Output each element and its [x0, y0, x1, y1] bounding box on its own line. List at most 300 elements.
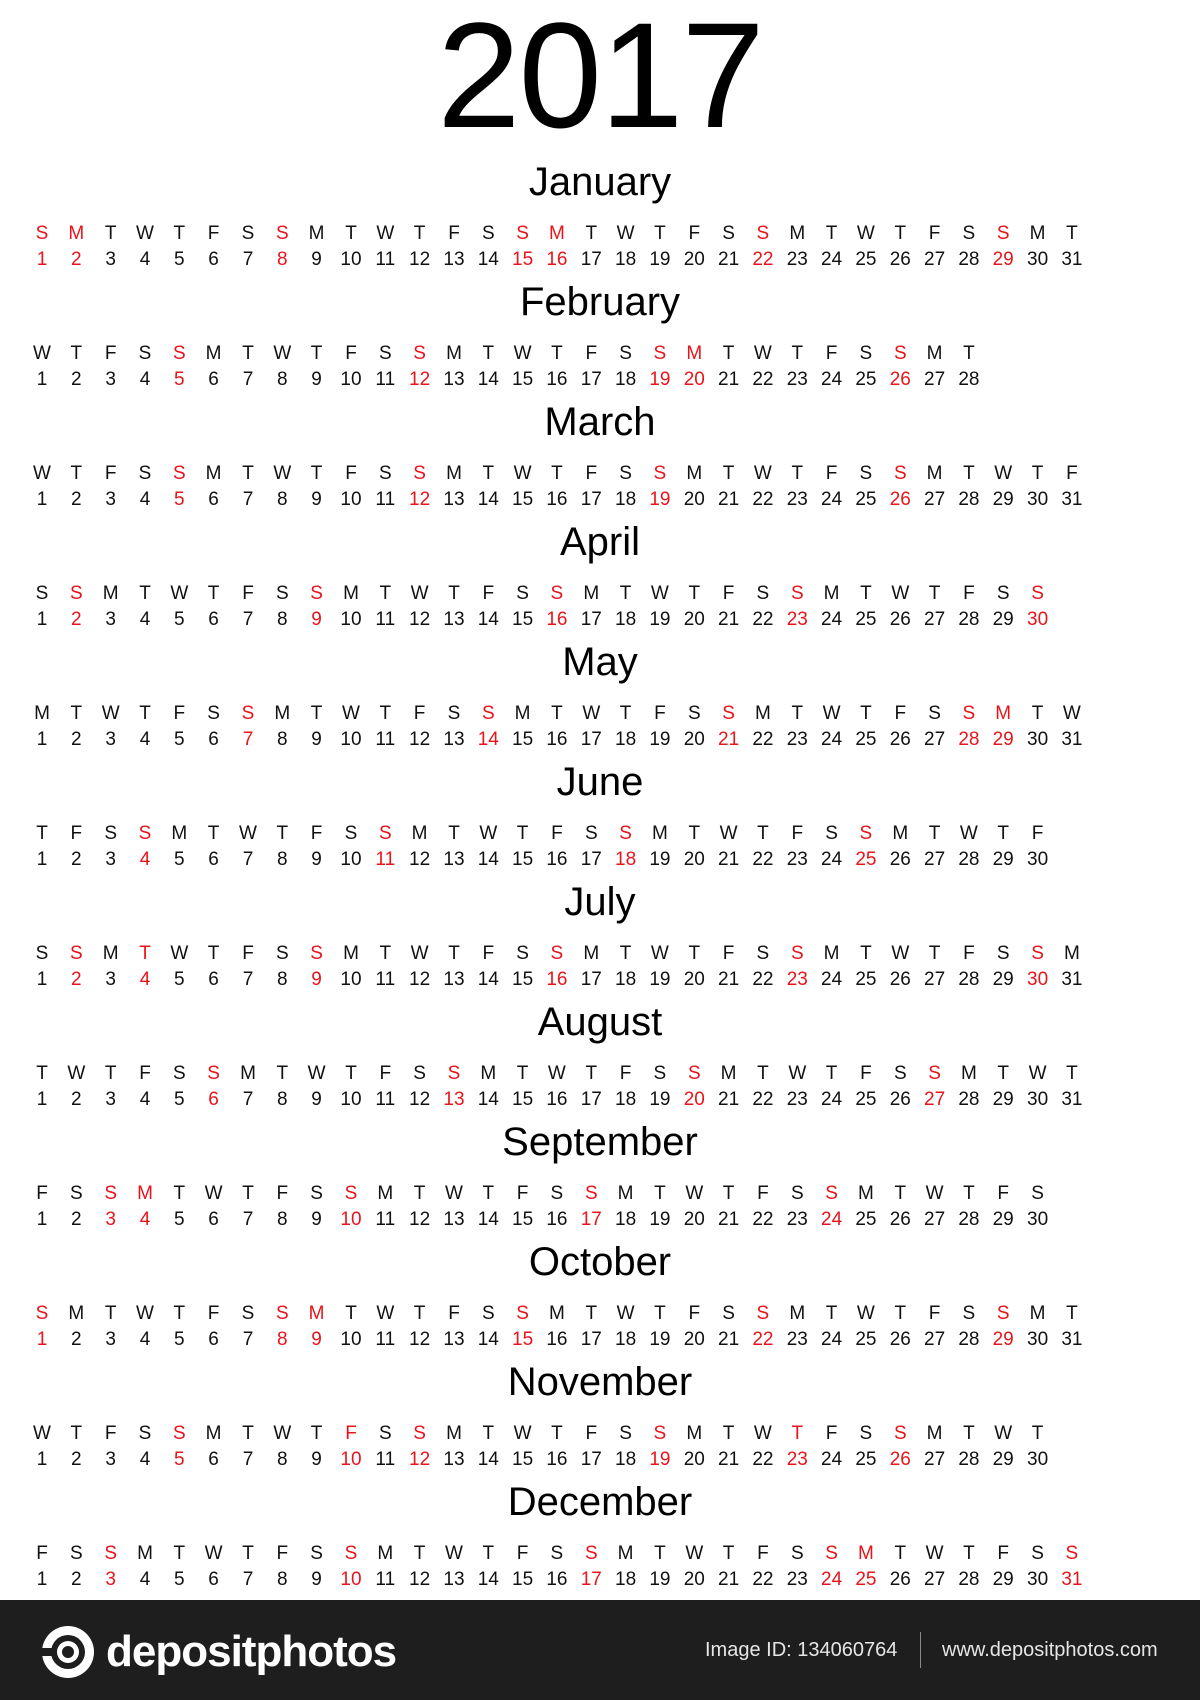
weekday-letter: T: [139, 703, 151, 724]
day-number: 31: [1061, 1329, 1083, 1350]
weekday-letter: T: [654, 1303, 666, 1324]
months-list: [0, 160, 1200, 1600]
weekday-letter: S: [241, 703, 255, 724]
day-number: 11: [375, 849, 396, 870]
day-number: 8: [277, 969, 288, 990]
weekday-letter: T: [619, 583, 632, 604]
day-number: 1: [36, 729, 48, 750]
day-number: 2: [71, 1569, 82, 1590]
weekday-letter: T: [482, 1543, 495, 1564]
day-number: 12: [409, 1209, 431, 1230]
weekday-letter: S: [241, 223, 255, 244]
day-number: 29: [992, 1209, 1014, 1230]
day-number: 28: [958, 1329, 980, 1350]
day-number: 9: [311, 1449, 322, 1470]
day-number: 23: [786, 1209, 808, 1230]
day-number: 8: [277, 1209, 288, 1230]
day-number: 28: [958, 1209, 980, 1230]
day-number: 4: [139, 1089, 151, 1110]
day-number: 26: [889, 729, 911, 750]
weekday-letter: T: [791, 343, 804, 364]
weekday-letter: W: [685, 1543, 704, 1564]
day-number: 10: [340, 489, 362, 510]
day-numbers-row: [0, 848, 1200, 874]
weekday-letter: M: [857, 1183, 874, 1204]
weekday-letter: T: [757, 1063, 769, 1084]
weekday-letter: T: [1031, 703, 1044, 724]
day-number: 2: [71, 249, 82, 270]
weekday-letter: T: [825, 223, 838, 244]
month-block-march: [0, 400, 1200, 520]
weekday-letter: T: [963, 1543, 975, 1564]
weekday-letter: S: [928, 1063, 941, 1084]
day-number: 26: [889, 1209, 911, 1230]
weekday-letter: T: [1031, 463, 1044, 484]
weekday-letter: W: [273, 463, 292, 484]
month-block-january: [0, 160, 1200, 280]
weekday-letter: F: [757, 1183, 769, 1204]
day-number: 29: [992, 969, 1014, 990]
day-number: 28: [958, 969, 980, 990]
day-number: 30: [1027, 1209, 1049, 1230]
day-number: 3: [105, 369, 116, 390]
weekday-letter: M: [308, 1303, 325, 1324]
day-number: 21: [718, 1329, 740, 1350]
weekday-letter: T: [1031, 1423, 1044, 1444]
weekday-letter: M: [583, 943, 600, 964]
weekday-letter: T: [860, 703, 872, 724]
weekday-letter: T: [963, 1183, 975, 1204]
day-number: 4: [139, 729, 151, 750]
weekday-letter: T: [36, 1063, 48, 1084]
weekday-letter: T: [688, 823, 701, 844]
day-number: 6: [208, 849, 219, 870]
day-number: 4: [139, 489, 151, 510]
day-number: 14: [477, 249, 499, 270]
day-number: 21: [718, 729, 740, 750]
weekday-letter: T: [482, 343, 495, 364]
weekday-letter: T: [482, 1423, 495, 1444]
day-number: 25: [855, 1449, 877, 1470]
day-number: 21: [718, 249, 740, 270]
day-number: 21: [718, 1569, 740, 1590]
weekday-letter: T: [1066, 1303, 1078, 1324]
weekday-letter: T: [104, 223, 117, 244]
day-number: 22: [752, 729, 774, 750]
site-url-link[interactable]: www.depositphotos.com: [942, 1639, 1158, 1661]
weekday-letter: S: [584, 823, 598, 844]
weekday-letter: F: [104, 463, 117, 484]
day-number: 16: [546, 1329, 568, 1350]
month-name: May: [562, 640, 638, 684]
day-number: 16: [546, 969, 568, 990]
weekday-letter: W: [650, 943, 669, 964]
day-number: 9: [311, 1089, 322, 1110]
weekday-letter: T: [516, 823, 529, 844]
day-number: 23: [786, 729, 808, 750]
weekday-letter: T: [242, 1543, 254, 1564]
day-number: 5: [174, 1089, 185, 1110]
day-number: 21: [718, 1089, 740, 1110]
day-number: 25: [855, 249, 877, 270]
weekday-letter: T: [413, 1543, 426, 1564]
weekday-letter: T: [791, 463, 804, 484]
day-number: 9: [311, 369, 322, 390]
weekday-letter: S: [413, 1423, 426, 1444]
day-number: 21: [718, 849, 740, 870]
day-number: 2: [71, 1329, 82, 1350]
day-number: 23: [786, 369, 808, 390]
day-number: 6: [208, 1329, 219, 1350]
weekday-letter: T: [654, 1183, 666, 1204]
weekday-letter: S: [516, 223, 529, 244]
day-number: 21: [718, 489, 740, 510]
day-number: 15: [512, 369, 534, 390]
weekday-letter: T: [894, 1543, 907, 1564]
day-number: 1: [36, 249, 48, 270]
weekday-letter: M: [446, 343, 462, 364]
weekday-letter: F: [207, 1303, 220, 1324]
day-number: 20: [683, 249, 705, 270]
day-number: 17: [580, 849, 602, 870]
weekday-letter: W: [891, 583, 910, 604]
day-number: 14: [477, 1089, 499, 1110]
day-number: 11: [375, 489, 396, 510]
day-number: 30: [1027, 849, 1049, 870]
day-number: 3: [105, 1569, 116, 1590]
weekday-letter: M: [789, 1303, 806, 1324]
weekday-letter: S: [138, 1423, 152, 1444]
weekday-letter: T: [139, 583, 151, 604]
day-number: 2: [71, 609, 82, 630]
day-number: 27: [924, 1209, 946, 1230]
weekday-letter: M: [274, 703, 291, 724]
weekday-letter: F: [688, 223, 701, 244]
day-number: 30: [1027, 1569, 1049, 1590]
weekday-letters-row: [0, 1422, 1200, 1448]
day-number: 27: [924, 1329, 946, 1350]
day-number: 27: [924, 609, 946, 630]
weekday-letter: T: [894, 1183, 907, 1204]
day-number: 10: [340, 1569, 362, 1590]
day-number: 29: [992, 849, 1014, 870]
weekday-letter: S: [378, 1423, 392, 1444]
weekday-letter: F: [139, 1063, 151, 1084]
day-number: 14: [477, 1329, 499, 1350]
weekday-letter: W: [136, 223, 154, 244]
weekday-letter: T: [242, 1423, 254, 1444]
weekday-letter: T: [70, 343, 83, 364]
day-number: 22: [752, 1449, 774, 1470]
day-number: 14: [477, 609, 499, 630]
day-number: 7: [242, 729, 254, 750]
day-number: 17: [580, 489, 602, 510]
weekday-letter: W: [547, 1063, 566, 1084]
day-number: 2: [71, 729, 82, 750]
weekday-letter: M: [754, 703, 771, 724]
day-number: 15: [512, 849, 534, 870]
day-number: 7: [242, 1209, 254, 1230]
day-number: 24: [821, 969, 843, 990]
weekday-letter: S: [996, 943, 1010, 964]
weekday-letter: M: [926, 343, 943, 364]
weekday-letter: T: [516, 1063, 529, 1084]
day-number: 4: [139, 1449, 151, 1470]
weekday-letter: W: [822, 703, 841, 724]
day-number: 16: [546, 489, 568, 510]
weekday-letter: M: [823, 943, 840, 964]
day-number: 20: [683, 969, 705, 990]
day-number: 29: [992, 1449, 1014, 1470]
weekday-letter: S: [413, 1063, 426, 1084]
weekday-letter: W: [856, 1303, 875, 1324]
weekday-letter: T: [448, 943, 460, 964]
weekday-letter: W: [925, 1543, 944, 1564]
day-number: 27: [924, 849, 946, 870]
weekday-letter: W: [856, 223, 875, 244]
day-number: 1: [36, 1089, 48, 1110]
day-number: 14: [477, 489, 499, 510]
day-number: 12: [409, 1449, 431, 1470]
day-numbers-row: [0, 1088, 1200, 1114]
brand-logo[interactable]: [40, 1624, 396, 1680]
weekday-letter: T: [104, 1063, 117, 1084]
weekday-letter: T: [173, 1543, 186, 1564]
weekday-letter: S: [69, 1183, 83, 1204]
weekday-letter: T: [276, 823, 289, 844]
day-number: 1: [36, 609, 48, 630]
day-number: 16: [546, 1089, 568, 1110]
day-number: 21: [718, 609, 740, 630]
day-number: 19: [649, 729, 671, 750]
weekday-letter: T: [310, 703, 323, 724]
weekday-letter: S: [172, 463, 186, 484]
day-number: 28: [958, 849, 980, 870]
weekday-letter: M: [720, 1063, 737, 1084]
footer-divider: [920, 1632, 921, 1668]
weekday-letter: M: [686, 463, 703, 484]
day-number: 21: [718, 1209, 740, 1230]
weekday-letter: F: [654, 703, 666, 724]
day-number: 8: [277, 1089, 288, 1110]
weekday-letter: S: [619, 1423, 632, 1444]
weekday-letters-row: [0, 1542, 1200, 1568]
day-number: 24: [821, 1329, 843, 1350]
weekday-letter: W: [1028, 1063, 1047, 1084]
day-number: 19: [649, 1449, 671, 1470]
weekday-letter: S: [584, 1543, 598, 1564]
day-number: 5: [174, 729, 185, 750]
weekday-letter: M: [377, 1183, 394, 1204]
weekday-letter: W: [376, 1303, 395, 1324]
weekday-letter: S: [241, 1303, 255, 1324]
weekday-letter: S: [310, 583, 323, 604]
weekday-letter: W: [513, 343, 532, 364]
day-number: 31: [1061, 969, 1083, 990]
day-number: 29: [992, 1089, 1014, 1110]
weekday-letter: T: [860, 583, 872, 604]
weekday-letter: F: [345, 1423, 357, 1444]
day-number: 19: [649, 969, 671, 990]
month-block-april: [0, 520, 1200, 640]
weekday-letter: M: [686, 343, 703, 364]
weekday-letter: M: [137, 1183, 153, 1204]
day-number: 13: [443, 609, 465, 630]
day-number: 15: [512, 1209, 534, 1230]
day-number: 1: [36, 1329, 48, 1350]
day-number: 1: [36, 1209, 48, 1230]
day-number: 3: [105, 249, 116, 270]
day-number: 5: [174, 1209, 185, 1230]
day-number: 9: [311, 609, 322, 630]
weekday-letter: T: [860, 943, 872, 964]
weekday-letter: T: [70, 463, 83, 484]
day-numbers-row: [0, 1208, 1200, 1234]
day-number: 10: [340, 249, 362, 270]
weekday-letter: T: [551, 343, 563, 364]
weekday-letter: T: [379, 583, 392, 604]
day-number: 8: [277, 1449, 288, 1470]
weekday-letter: F: [482, 583, 495, 604]
weekday-letter: T: [585, 223, 598, 244]
day-number: 24: [821, 489, 843, 510]
day-number: 11: [375, 1449, 396, 1470]
weekday-letter: W: [33, 463, 51, 484]
weekday-letter: M: [102, 943, 119, 964]
calendar-year-title: 2017: [437, 0, 763, 159]
day-number: 24: [821, 1449, 843, 1470]
weekday-letter: S: [619, 823, 632, 844]
weekday-letter: S: [790, 583, 804, 604]
weekday-letter: F: [516, 1183, 529, 1204]
weekday-letter: S: [69, 1543, 83, 1564]
weekday-letter: S: [413, 343, 426, 364]
weekday-letter: M: [617, 1183, 634, 1204]
day-number: 19: [649, 1329, 671, 1350]
day-number: 1: [36, 1569, 48, 1590]
weekday-letters-row: [0, 1182, 1200, 1208]
weekday-letter: M: [823, 583, 840, 604]
weekday-letter: S: [378, 823, 392, 844]
weekday-letter: S: [69, 943, 83, 964]
weekday-letter: F: [928, 223, 941, 244]
weekday-letter: S: [138, 463, 152, 484]
day-number: 24: [821, 609, 843, 630]
day-number: 19: [649, 369, 671, 390]
weekday-letter: T: [585, 1063, 598, 1084]
day-number: 13: [443, 1569, 465, 1590]
day-number: 27: [924, 729, 946, 750]
day-number: 25: [855, 729, 877, 750]
day-number: 9: [311, 849, 322, 870]
day-number: 25: [855, 1329, 877, 1350]
day-number: 22: [752, 969, 774, 990]
day-number: 25: [855, 1209, 877, 1230]
day-number: 4: [139, 969, 151, 990]
day-number: 7: [242, 609, 254, 630]
weekday-letter: T: [345, 223, 357, 244]
weekday-letter: W: [1062, 703, 1081, 724]
weekday-letter: T: [928, 943, 941, 964]
weekday-letter: W: [170, 583, 189, 604]
day-number: 19: [649, 849, 671, 870]
day-number: 10: [340, 729, 362, 750]
day-number: 15: [512, 969, 534, 990]
weekday-letter: S: [756, 223, 770, 244]
day-number: 30: [1027, 729, 1049, 750]
day-number: 5: [174, 969, 185, 990]
weekday-letter: T: [551, 1423, 563, 1444]
weekday-letter: T: [173, 223, 186, 244]
weekday-letter: S: [790, 1183, 804, 1204]
weekday-letter: S: [481, 703, 495, 724]
month-block-september: [0, 1120, 1200, 1240]
day-number: 30: [1027, 249, 1049, 270]
day-number: 2: [71, 1089, 82, 1110]
weekday-letter: M: [617, 1543, 634, 1564]
weekday-letter: F: [207, 223, 220, 244]
weekday-letter: S: [893, 1423, 907, 1444]
weekday-letter: T: [688, 583, 701, 604]
day-number: 19: [649, 1209, 671, 1230]
weekday-letter: F: [860, 1063, 872, 1084]
weekday-letter: M: [343, 943, 359, 964]
weekday-letter: F: [825, 1423, 838, 1444]
day-number: 8: [277, 1569, 288, 1590]
day-number: 3: [105, 1209, 116, 1230]
weekday-letter: S: [138, 823, 152, 844]
weekday-letter: T: [345, 1303, 357, 1324]
weekday-letters-row: [0, 582, 1200, 608]
weekday-letter: S: [378, 463, 392, 484]
weekday-letter: W: [273, 343, 292, 364]
day-number: 24: [821, 249, 843, 270]
weekday-letter: M: [651, 823, 668, 844]
day-number: 10: [340, 1209, 362, 1230]
weekday-letter: F: [791, 823, 804, 844]
day-number: 18: [615, 1329, 637, 1350]
day-number: 7: [242, 249, 254, 270]
day-number: 14: [477, 369, 499, 390]
day-number: 22: [752, 609, 774, 630]
day-number: 19: [649, 489, 671, 510]
day-numbers-row: [0, 488, 1200, 514]
month-name: July: [564, 880, 636, 924]
day-number: 2: [71, 849, 82, 870]
weekday-letter: M: [1063, 943, 1080, 964]
weekday-letter: M: [926, 1423, 943, 1444]
weekday-letter: S: [962, 223, 976, 244]
weekday-letter: F: [173, 703, 186, 724]
weekday-letters-row: [0, 822, 1200, 848]
day-number: 29: [992, 729, 1014, 750]
weekday-letter: T: [963, 343, 975, 364]
weekday-letter: S: [344, 823, 358, 844]
weekday-letter: S: [928, 703, 941, 724]
day-number: 14: [477, 1449, 499, 1470]
weekday-letter: S: [172, 1063, 186, 1084]
month-name: April: [559, 520, 641, 564]
day-number: 15: [512, 1569, 534, 1590]
day-number: 8: [277, 849, 288, 870]
day-number: 11: [375, 1569, 396, 1590]
weekday-letter: S: [275, 223, 289, 244]
weekday-letter: M: [446, 1423, 462, 1444]
weekday-letter: T: [688, 943, 701, 964]
weekday-letter: T: [70, 703, 83, 724]
day-number: 15: [512, 1449, 534, 1470]
weekday-letter: T: [379, 943, 392, 964]
